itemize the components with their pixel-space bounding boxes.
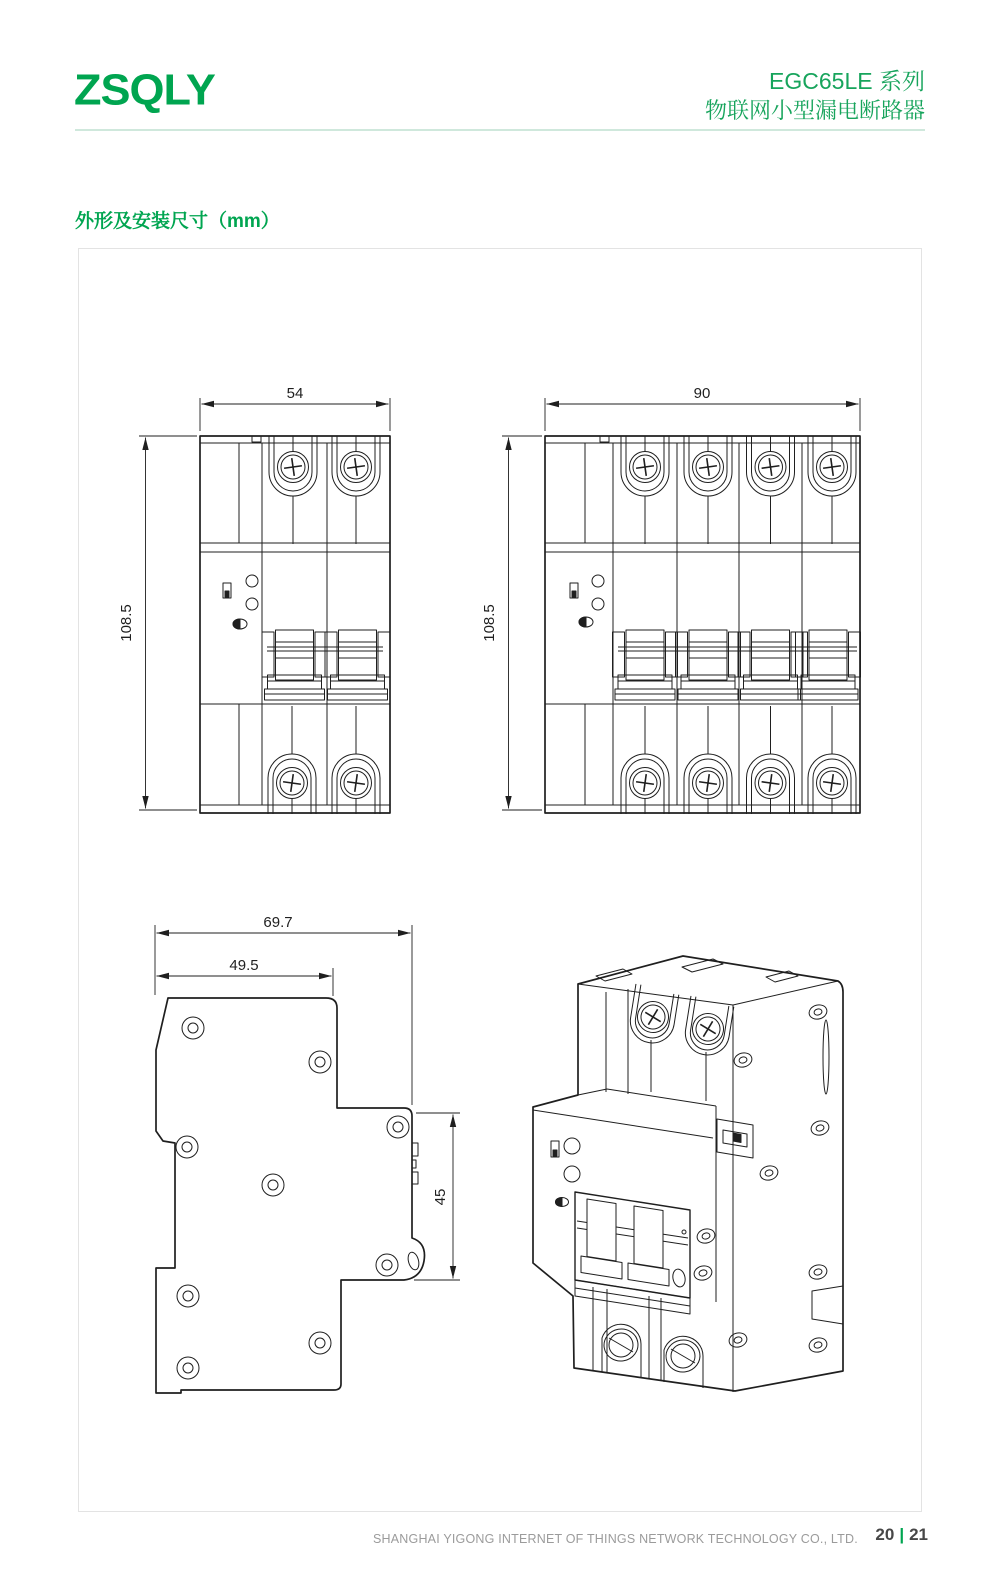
iso-front-face — [533, 1089, 717, 1388]
dim-label-45: 45 — [432, 1188, 449, 1206]
dim-label-108-5: 108.5 — [481, 604, 498, 642]
iso-top-face — [578, 959, 838, 1117]
dim-label-108-5: 108.5 — [118, 604, 135, 642]
terminal-screws-2p — [268, 436, 380, 814]
page-current: 20 — [875, 1525, 895, 1544]
drawing-panel — [78, 248, 922, 1512]
dimension-drawings — [79, 249, 921, 1511]
status-indicators-2p — [223, 575, 258, 629]
toggle-handles-2p — [262, 630, 390, 700]
dim-label-69-7: 69.7 — [263, 914, 293, 931]
footer-company: SHANGHAI YIGONG INTERNET OF THINGS NETWORK TECHNOLOGY CO., LTD. — [373, 1532, 858, 1546]
section-title: 外形及安装尺寸（mm） — [75, 211, 280, 232]
iso-side-face — [716, 1003, 843, 1392]
side-view — [155, 914, 460, 1393]
front-view-2p — [118, 385, 390, 814]
dim-overall-depth — [155, 914, 412, 1105]
page-number — [875, 1525, 928, 1545]
dim-width-4p — [545, 385, 860, 431]
front-view-4p — [481, 385, 861, 814]
breaker-2p-body — [200, 436, 390, 813]
dim-label-49-5: 49.5 — [229, 957, 259, 974]
isometric-view — [533, 956, 843, 1392]
dim-label-54: 54 — [286, 385, 304, 402]
dim-label-90: 90 — [693, 385, 711, 402]
header-product-info — [705, 66, 925, 126]
header-divider — [75, 129, 925, 131]
dim-rear-height — [414, 1113, 460, 1280]
dim-height-2p — [118, 436, 197, 810]
page-total: 21 — [909, 1525, 928, 1544]
dim-width-2p — [200, 385, 390, 431]
dim-height-4p — [481, 436, 542, 810]
series-title: EGC65LE 系列 — [769, 68, 925, 94]
iso-terminal-face — [606, 984, 734, 1101]
toggle-handles-4p — [613, 630, 861, 700]
side-profile — [156, 998, 425, 1393]
brand-logo: ZSQLY — [74, 65, 215, 114]
dim-front-depth — [157, 957, 334, 996]
page-number-divider: | — [899, 1525, 905, 1544]
status-indicators-4p — [570, 575, 604, 627]
product-subtitle: 物联网小型漏电断路器 — [704, 98, 925, 123]
rivets-side — [176, 1017, 409, 1379]
